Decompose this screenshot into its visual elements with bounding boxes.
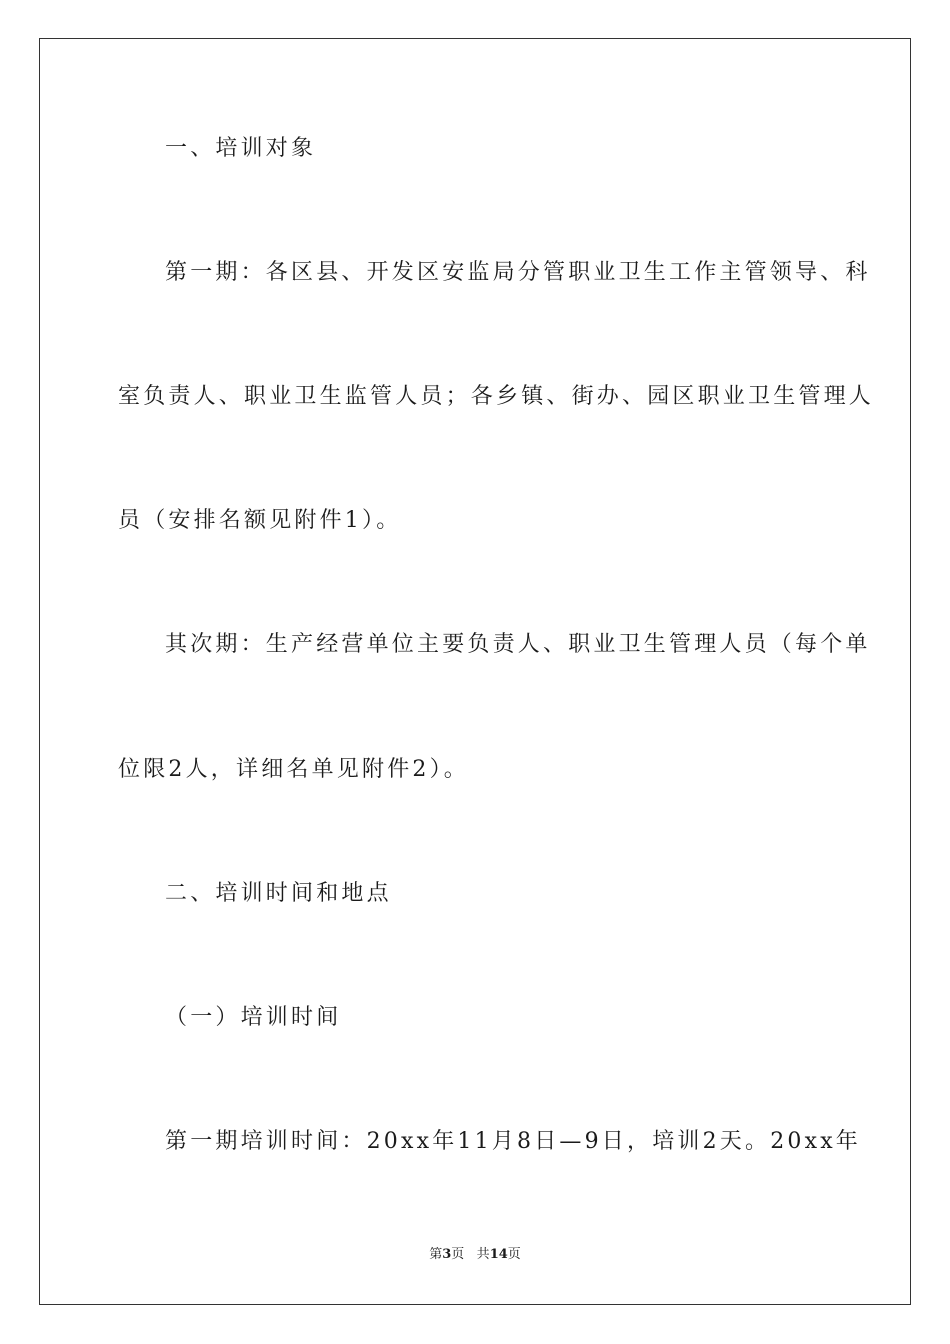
footer-total-prefix: 共 xyxy=(476,1247,490,1262)
subsection-heading-training-time: （一）培训时间 xyxy=(165,1005,342,1030)
paragraph-line: 员（安排名额见附件1）。 xyxy=(118,508,402,533)
footer-prefix: 第 xyxy=(429,1247,443,1262)
paragraph-line: 位限2人，详细名单见附件2）。 xyxy=(118,757,469,782)
footer-total-suffix: 页 xyxy=(507,1247,521,1262)
paragraph-line: 第一期培训时间：20xx年11月8日—9日，培训2天。20xx年 xyxy=(165,1129,862,1154)
paragraph-line: 室负责人、职业卫生监管人员；各乡镇、街办、园区职业卫生管理人 xyxy=(118,384,875,409)
current-page-number: 3 xyxy=(442,1247,452,1262)
page-border xyxy=(39,38,911,1305)
paragraph-line: 第一期：各区县、开发区安监局分管职业卫生工作主管领导、科 xyxy=(165,260,871,285)
footer-page-suffix: 页 xyxy=(451,1247,465,1262)
page-footer xyxy=(0,1246,950,1264)
paragraph-line: 其次期：生产经营单位主要负责人、职业卫生管理人员（每个单 xyxy=(165,632,871,657)
total-pages-number: 14 xyxy=(489,1247,508,1262)
section-heading-training-targets: 一、培训对象 xyxy=(165,136,317,161)
section-heading-time-and-place: 二、培训时间和地点 xyxy=(165,881,392,906)
